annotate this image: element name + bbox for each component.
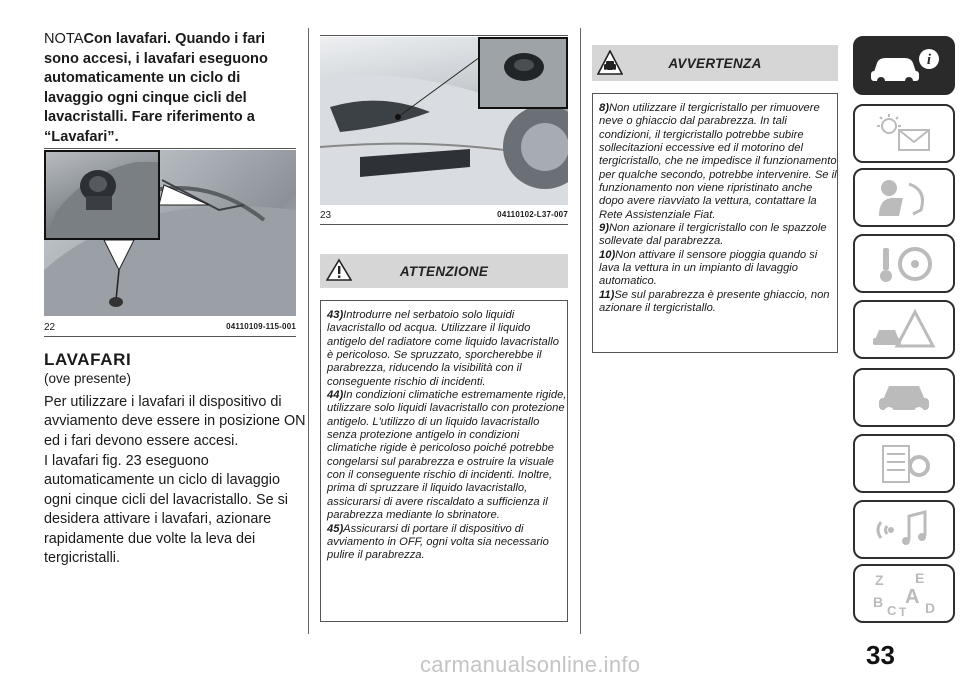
note-block	[44, 30, 300, 147]
figure-23-number: 23	[320, 210, 332, 221]
attenzione-item-44: 44)In condizioni climatiche estremamente rigide, utilizzare solo liquidi lavacristallo con protezione antigelo. L'utilizzo di un liquido lavacristallo senza protezione antigelo in condizioni climatiche rigide è pericoloso poiché potrebbe congelarsi sul parabrezza e ostruire la visuale con il conseguente rischio di incidenti. Inoltre, prima di spruzzare il liquido lavacristallo, assicurarsi di avere riscaldato a sufficienza il parabrezza mediante lo sbrinatore.	[327, 389, 567, 522]
avvertenza-title: AVVERTENZA	[668, 55, 762, 71]
index-letter-e: E	[915, 569, 925, 586]
index-letter-c: C	[887, 602, 897, 618]
index-letter-t: T	[899, 604, 907, 619]
note-text: Con lavafari. Quando i fari sono accesi, i lavafari eseguono automaticamente un ciclo di lavaggio ogni cinque cicli del lavacristalli. Fare riferimento a “Lavafari”.	[44, 31, 268, 145]
figure-23-top-rule	[320, 35, 568, 36]
chapter-tab-car-care[interactable]	[853, 368, 955, 427]
maintenance-list-icon	[869, 442, 939, 486]
figure-22-image	[44, 150, 296, 316]
car-warning-icon	[869, 308, 939, 352]
multimedia-icon	[869, 508, 939, 552]
figure-22-bottom-rule	[44, 336, 296, 337]
car-info-icon	[867, 45, 941, 87]
figure-22-code: 04110109-115-001	[226, 322, 296, 331]
car-warning-icon	[597, 50, 623, 76]
column-divider-1	[308, 28, 309, 634]
section-heading: LAVAFARI	[44, 350, 132, 369]
chapter-tab-car-info[interactable]	[853, 36, 955, 95]
chapter-tab-emergency[interactable]	[853, 300, 955, 359]
index-letter-a: A	[905, 585, 920, 608]
figure-22-caption	[44, 322, 296, 333]
section-paragraph-2: I lavafari fig. 23 eseguono automaticamente un ciclo di lavaggio ogni cinque cicli del lavacristallo. Se si desidera attivare i lavafari, azionare rapidamente due volte la leva dei tergicristalli.	[44, 453, 288, 567]
note-tag: NOTA	[44, 31, 84, 47]
airbag-person-icon	[869, 176, 939, 220]
avvertenza-item-11: 11)Se sul parabrezza è presente ghiaccio, non azionare il tergicristallo.	[599, 288, 830, 315]
avvertenza-header	[592, 45, 838, 81]
attenzione-item-43: 43)Introdurre nel serbatoio solo liquidi lavacristallo od acqua. Utilizzare il liquido antigelo del radiatore come liquido lavacristallo è pericoloso. Se spruzzato, sporcherebbe il parabrezza, riducendo la visibilità con il conseguente rischio di incidenti.	[327, 309, 559, 388]
page-number: 33	[866, 640, 895, 670]
car-icon	[869, 376, 939, 420]
attenzione-body	[320, 300, 568, 622]
chapter-tab-index[interactable]	[853, 564, 955, 623]
section-paragraph-1: Per utilizzare i lavafari il dispositivo di avviamento deve essere in posizione ON ed i fari devono essere accesi.	[44, 394, 306, 449]
avvertenza-item-9: 9)Non azionare il tergicristallo con le spazzole sollevate dal parabrezza.	[599, 222, 827, 248]
figure-23-image	[320, 37, 568, 205]
index-letter-b: B	[873, 593, 884, 610]
chapter-tab-airbag-safety[interactable]	[853, 168, 955, 227]
attenzione-header	[320, 254, 568, 288]
section-subheading: (ove presente)	[44, 371, 132, 386]
figure-22-top-rule	[44, 148, 296, 149]
attenzione-title: ATTENZIONE	[399, 263, 489, 279]
column-divider-2	[580, 28, 581, 634]
figure-23-code: 04110102-L37-007	[497, 210, 568, 219]
svg-text:i: i	[926, 51, 932, 68]
watermark: carmanualsonline.info	[420, 652, 641, 677]
chapter-tab-multimedia[interactable]	[853, 500, 955, 559]
index-letters-icon	[867, 569, 941, 619]
figure-22-inset-detail	[44, 150, 160, 240]
avvertenza-body	[592, 93, 838, 353]
chapter-tab-dashboard-lights[interactable]	[853, 104, 955, 163]
index-letter-z: Z	[875, 571, 884, 588]
index-letter-d: D	[925, 599, 936, 616]
avvertenza-item-10: 10)Non attivare il sensore pioggia quando si lava la vettura in un impianto di lavaggio automatico.	[599, 248, 818, 288]
chapter-tab-maintenance[interactable]	[853, 434, 955, 493]
figure-23-bottom-rule	[320, 224, 568, 225]
figure-23-inset-detail	[478, 37, 568, 109]
dashboard-lights-icon	[869, 112, 939, 156]
warning-triangle-icon	[326, 258, 352, 282]
figure-22-number: 22	[44, 322, 56, 333]
attenzione-item-45: 45)Assicurarsi di portare il dispositivo di avviamento in OFF, ogni volta sia necessario pulire il parabrezza.	[327, 522, 549, 562]
avvertenza-item-8: 8)Non utilizzare il tergicristallo per rimuovere neve o ghiaccio dal parabrezza. In tali condizioni, il tergicristallo potrebbe subire sollecitazioni eccessive ed il motorino del tergicristallo, che ne impedisce il funzionamento per qualche secondo, potrebbe intervenire. Se il funzionamento non viene ripristinato anche dopo avere riavviato la vettura, contattare la Rete Assistenziale Fiat.	[599, 102, 837, 221]
chapter-tab-starting-driving[interactable]	[853, 234, 955, 293]
key-steering-wheel-icon	[869, 242, 939, 286]
figure-23-caption	[320, 210, 568, 221]
